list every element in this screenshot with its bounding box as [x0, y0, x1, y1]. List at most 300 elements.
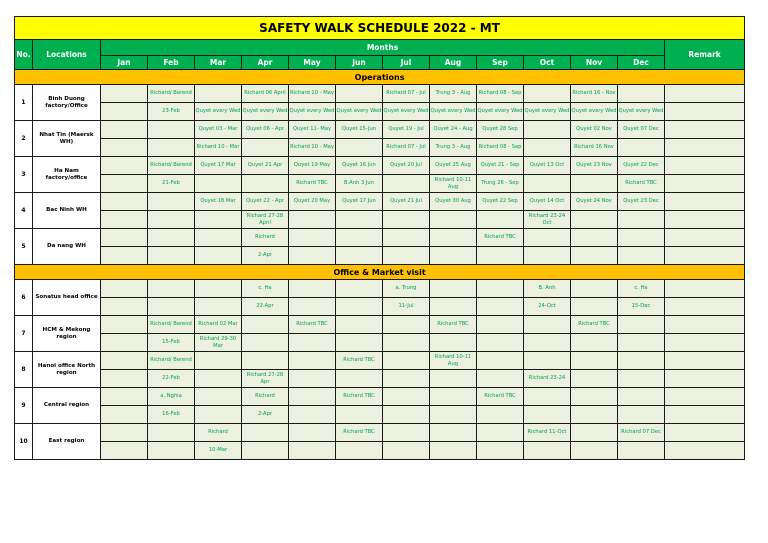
schedule-cell-mar[interactable]: Quyet 03 - Mar — [195, 121, 242, 139]
schedule-cell-dec[interactable] — [618, 442, 665, 460]
schedule-cell-jan[interactable] — [101, 424, 148, 442]
schedule-cell-dec[interactable] — [618, 229, 665, 247]
schedule-cell-sep[interactable] — [477, 370, 524, 388]
schedule-cell-dec[interactable]: 15-Dec — [618, 298, 665, 316]
schedule-cell-sep[interactable]: Richard TBC — [477, 229, 524, 247]
schedule-cell-dec[interactable]: Quyet 22 Dec — [618, 157, 665, 175]
remark-cell[interactable] — [665, 139, 745, 157]
schedule-cell-oct[interactable] — [524, 85, 571, 103]
schedule-cell-aug[interactable] — [430, 247, 477, 265]
remark-cell[interactable] — [665, 175, 745, 193]
schedule-cell-aug[interactable]: Quyet 25 Aug — [430, 157, 477, 175]
schedule-cell-mar[interactable] — [195, 175, 242, 193]
schedule-cell-jun[interactable]: B.Anh 3 Jun — [336, 175, 383, 193]
schedule-cell-oct[interactable]: Quyet every Wed — [524, 103, 571, 121]
schedule-cell-feb[interactable] — [148, 229, 195, 247]
schedule-cell-oct[interactable]: B. Anh — [524, 280, 571, 298]
schedule-cell-mar[interactable] — [195, 298, 242, 316]
month-header-jul: Jul — [383, 56, 430, 70]
table-row — [15, 280, 745, 298]
schedule-cell-oct[interactable] — [524, 334, 571, 352]
schedule-cell-may[interactable]: Richard 10 - May — [289, 85, 336, 103]
schedule-cell-apr[interactable]: 2-Apr — [242, 247, 289, 265]
schedule-cell-feb[interactable]: Richard/ Berend — [148, 157, 195, 175]
schedule-cell-may[interactable] — [289, 406, 336, 424]
schedule-cell-apr[interactable]: Quyet 06 - Apr — [242, 121, 289, 139]
schedule-cell-sep[interactable] — [477, 298, 524, 316]
schedule-cell-mar[interactable]: Quyet 17 Mar — [195, 157, 242, 175]
schedule-cell-dec[interactable]: c. Ha — [618, 280, 665, 298]
schedule-cell-jan[interactable] — [101, 334, 148, 352]
remark-cell[interactable] — [665, 406, 745, 424]
schedule-cell-sep[interactable]: Quyet 21 - Sep — [477, 157, 524, 175]
schedule-cell-dec[interactable] — [618, 370, 665, 388]
schedule-cell-jan[interactable] — [101, 247, 148, 265]
schedule-cell-jul[interactable] — [383, 316, 430, 334]
schedule-cell-nov[interactable] — [571, 298, 618, 316]
schedule-cell-jun[interactable] — [336, 442, 383, 460]
schedule-cell-sep[interactable] — [477, 442, 524, 460]
schedule-cell-sep[interactable] — [477, 316, 524, 334]
schedule-cell-oct[interactable] — [524, 229, 571, 247]
schedule-cell-dec[interactable] — [618, 247, 665, 265]
table-row — [15, 121, 745, 139]
schedule-cell-jul[interactable]: Quyet 21 Jul — [383, 193, 430, 211]
schedule-cell-jul[interactable] — [383, 247, 430, 265]
schedule-cell-feb[interactable] — [148, 247, 195, 265]
location-name: Central region — [33, 388, 101, 424]
schedule-cell-apr[interactable]: Richard 27-28 Apr — [242, 370, 289, 388]
row-number: 5 — [15, 229, 33, 265]
table-row — [15, 193, 745, 211]
schedule-cell-jan[interactable] — [101, 121, 148, 139]
schedule-cell-aug[interactable]: Quyet every Wed — [430, 103, 477, 121]
schedule-cell-oct[interactable] — [524, 121, 571, 139]
schedule-cell-jun[interactable]: Quyet 15-Jun — [336, 121, 383, 139]
schedule-cell-aug[interactable] — [430, 442, 477, 460]
remark-cell[interactable] — [665, 157, 745, 175]
schedule-cell-jun[interactable] — [336, 139, 383, 157]
schedule-cell-may[interactable] — [289, 352, 336, 370]
schedule-cell-jan[interactable] — [101, 280, 148, 298]
remark-cell[interactable] — [665, 121, 745, 139]
schedule-cell-may[interactable] — [289, 388, 336, 406]
schedule-cell-mar[interactable]: Richard 02 Mar — [195, 316, 242, 334]
schedule-cell-jun[interactable] — [336, 211, 383, 229]
schedule-cell-jan[interactable] — [101, 157, 148, 175]
schedule-cell-apr[interactable]: Richard — [242, 388, 289, 406]
schedule-cell-jul[interactable]: Quyet 20 Jul — [383, 157, 430, 175]
schedule-cell-nov[interactable]: Richard TBC — [571, 316, 618, 334]
table-row — [15, 370, 745, 388]
remark-cell[interactable] — [665, 334, 745, 352]
schedule-cell-mar[interactable]: Richard 29-30 Mar — [195, 334, 242, 352]
schedule-cell-jan[interactable] — [101, 352, 148, 370]
remark-cell[interactable] — [665, 352, 745, 370]
schedule-cell-aug[interactable]: Trung 3 - Aug — [430, 139, 477, 157]
schedule-cell-apr[interactable]: Quyet 21 Apr — [242, 157, 289, 175]
schedule-cell-may[interactable] — [289, 298, 336, 316]
schedule-cell-mar[interactable] — [195, 406, 242, 424]
table-row — [15, 139, 745, 157]
schedule-cell-jan[interactable] — [101, 139, 148, 157]
schedule-cell-jun[interactable] — [336, 280, 383, 298]
schedule-cell-nov[interactable] — [571, 424, 618, 442]
schedule-cell-sep[interactable] — [477, 406, 524, 424]
schedule-cell-jul[interactable]: a. Trung — [383, 280, 430, 298]
remark-cell[interactable] — [665, 370, 745, 388]
schedule-cell-mar[interactable]: Richard — [195, 424, 242, 442]
schedule-cell-jun[interactable] — [336, 316, 383, 334]
schedule-cell-oct[interactable]: Richard 23-24 Oct — [524, 211, 571, 229]
schedule-cell-may[interactable] — [289, 247, 336, 265]
schedule-cell-dec[interactable]: Quyet 23 Dec — [618, 193, 665, 211]
schedule-cell-dec[interactable] — [618, 139, 665, 157]
schedule-cell-jun[interactable]: Richard TBC — [336, 352, 383, 370]
schedule-cell-mar[interactable] — [195, 229, 242, 247]
header-remark: Remark — [665, 40, 745, 70]
schedule-cell-feb[interactable] — [148, 139, 195, 157]
row-number: 4 — [15, 193, 33, 229]
schedule-cell-jun[interactable] — [336, 85, 383, 103]
schedule-cell-sep[interactable]: Trung 26 - Sep — [477, 175, 524, 193]
schedule-cell-jul[interactable] — [383, 388, 430, 406]
schedule-cell-jul[interactable] — [383, 406, 430, 424]
schedule-cell-feb[interactable] — [148, 424, 195, 442]
schedule-cell-oct[interactable] — [524, 316, 571, 334]
month-header-may: May — [289, 56, 336, 70]
header-locations: Locations — [33, 40, 101, 70]
schedule-cell-sep[interactable] — [477, 247, 524, 265]
schedule-cell-mar[interactable] — [195, 370, 242, 388]
schedule-cell-sep[interactable]: Quyet 28 Sep — [477, 121, 524, 139]
schedule-cell-aug[interactable]: Richard 10-11 Aug — [430, 352, 477, 370]
schedule-cell-aug[interactable] — [430, 406, 477, 424]
schedule-cell-sep[interactable]: Richard TBC — [477, 388, 524, 406]
schedule-cell-sep[interactable] — [477, 424, 524, 442]
schedule-cell-sep[interactable] — [477, 211, 524, 229]
schedule-cell-aug[interactable] — [430, 334, 477, 352]
schedule-cell-mar[interactable]: Quyet 18 Mar — [195, 193, 242, 211]
schedule-cell-dec[interactable] — [618, 388, 665, 406]
schedule-cell-may[interactable]: Quyet every Wed — [289, 103, 336, 121]
schedule-cell-dec[interactable]: Richard TBC — [618, 175, 665, 193]
schedule-cell-dec[interactable] — [618, 211, 665, 229]
location-name: HCM & Mekong region — [33, 316, 101, 352]
schedule-cell-apr[interactable]: Richard 27-28 April — [242, 211, 289, 229]
schedule-cell-nov[interactable] — [571, 370, 618, 388]
schedule-cell-oct[interactable] — [524, 388, 571, 406]
schedule-cell-feb[interactable]: Richard/ Berend — [148, 352, 195, 370]
schedule-cell-dec[interactable]: Quyet every Wed — [618, 103, 665, 121]
schedule-cell-nov[interactable] — [571, 229, 618, 247]
schedule-cell-nov[interactable] — [571, 388, 618, 406]
header-no: No. — [15, 40, 33, 70]
schedule-cell-feb[interactable]: 15-Feb — [148, 334, 195, 352]
schedule-cell-apr[interactable] — [242, 316, 289, 334]
schedule-cell-oct[interactable] — [524, 352, 571, 370]
schedule-cell-apr[interactable] — [242, 352, 289, 370]
month-header-feb: Feb — [148, 56, 195, 70]
schedule-cell-jun[interactable] — [336, 298, 383, 316]
schedule-cell-nov[interactable] — [571, 334, 618, 352]
schedule-cell-jan[interactable] — [101, 442, 148, 460]
schedule-cell-mar[interactable]: Quyet every Wed — [195, 103, 242, 121]
schedule-cell-sep[interactable] — [477, 334, 524, 352]
schedule-cell-may[interactable] — [289, 424, 336, 442]
table-row — [15, 247, 745, 265]
schedule-cell-oct[interactable] — [524, 442, 571, 460]
schedule-cell-may[interactable]: Richard 10 - May — [289, 139, 336, 157]
schedule-cell-aug[interactable] — [430, 229, 477, 247]
schedule-cell-feb[interactable]: Richard/ Berend — [148, 316, 195, 334]
table-row — [15, 175, 745, 193]
schedule-cell-may[interactable]: Richard TBC — [289, 175, 336, 193]
schedule-cell-feb[interactable] — [148, 298, 195, 316]
schedule-cell-sep[interactable] — [477, 280, 524, 298]
schedule-cell-nov[interactable] — [571, 442, 618, 460]
schedule-cell-sep[interactable]: Quyet every Wed — [477, 103, 524, 121]
schedule-cell-oct[interactable]: Richard 11-Oct — [524, 424, 571, 442]
schedule-cell-jan[interactable] — [101, 388, 148, 406]
schedule-cell-jan[interactable] — [101, 175, 148, 193]
remark-cell[interactable] — [665, 211, 745, 229]
remark-cell[interactable] — [665, 280, 745, 298]
schedule-cell-jun[interactable]: Richard TBC — [336, 388, 383, 406]
row-number: 2 — [15, 121, 33, 157]
schedule-cell-feb[interactable]: Richard/ Berend — [148, 85, 195, 103]
remark-cell[interactable] — [665, 424, 745, 442]
schedule-cell-jun[interactable] — [336, 370, 383, 388]
schedule-cell-aug[interactable] — [430, 298, 477, 316]
schedule-cell-jun[interactable] — [336, 406, 383, 424]
schedule-cell-nov[interactable]: Quyet every Wed — [571, 103, 618, 121]
schedule-cell-aug[interactable]: Quyet 30 Aug — [430, 193, 477, 211]
remark-cell[interactable] — [665, 229, 745, 247]
row-number: 8 — [15, 352, 33, 388]
schedule-cell-aug[interactable] — [430, 211, 477, 229]
schedule-cell-mar[interactable]: Richard 10 - Mar — [195, 139, 242, 157]
table-row — [15, 298, 745, 316]
month-header-dec: Dec — [618, 56, 665, 70]
table-row — [15, 388, 745, 406]
schedule-cell-jul[interactable]: Richard 07 - Jul — [383, 85, 430, 103]
schedule-cell-nov[interactable] — [571, 406, 618, 424]
location-name: Sonatus head office — [33, 280, 101, 316]
schedule-cell-aug[interactable]: Quyet 24 - Aug — [430, 121, 477, 139]
schedule-cell-jan[interactable] — [101, 316, 148, 334]
schedule-cell-dec[interactable] — [618, 334, 665, 352]
schedule-cell-apr[interactable]: 22-Apr — [242, 298, 289, 316]
schedule-cell-jul[interactable]: Quyet every Wed — [383, 103, 430, 121]
schedule-cell-oct[interactable] — [524, 406, 571, 424]
schedule-cell-apr[interactable]: 2-Apr — [242, 406, 289, 424]
schedule-cell-apr[interactable] — [242, 424, 289, 442]
remark-cell[interactable] — [665, 298, 745, 316]
schedule-cell-jul[interactable] — [383, 352, 430, 370]
schedule-cell-aug[interactable]: Richard TBC — [430, 316, 477, 334]
schedule-cell-apr[interactable]: Quyet every Wed — [242, 103, 289, 121]
schedule-cell-jul[interactable] — [383, 229, 430, 247]
schedule-cell-dec[interactable] — [618, 316, 665, 334]
table-row — [15, 442, 745, 460]
schedule-cell-nov[interactable]: Quyet 02 Nov — [571, 121, 618, 139]
schedule-cell-mar[interactable] — [195, 388, 242, 406]
schedule-cell-oct[interactable] — [524, 247, 571, 265]
schedule-cell-may[interactable] — [289, 370, 336, 388]
schedule-cell-feb[interactable]: 16-Feb — [148, 406, 195, 424]
schedule-cell-nov[interactable] — [571, 247, 618, 265]
schedule-cell-apr[interactable]: Richard — [242, 229, 289, 247]
schedule-cell-feb[interactable]: 21-Feb — [148, 175, 195, 193]
schedule-cell-jul[interactable]: 11-Jul — [383, 298, 430, 316]
schedule-cell-jun[interactable] — [336, 334, 383, 352]
schedule-cell-sep[interactable]: Quyet 22 Sep — [477, 193, 524, 211]
month-header-jun: Jun — [336, 56, 383, 70]
schedule-cell-jan[interactable] — [101, 103, 148, 121]
schedule-cell-oct[interactable]: 24-Oct — [524, 298, 571, 316]
schedule-cell-dec[interactable]: Richard 07 Dec — [618, 424, 665, 442]
schedule-cell-aug[interactable] — [430, 388, 477, 406]
schedule-cell-jul[interactable] — [383, 424, 430, 442]
schedule-cell-sep[interactable] — [477, 352, 524, 370]
schedule-cell-apr[interactable]: c. Ha — [242, 280, 289, 298]
schedule-cell-dec[interactable] — [618, 85, 665, 103]
schedule-cell-jun[interactable]: Quyet every Wed — [336, 103, 383, 121]
schedule-cell-jun[interactable] — [336, 229, 383, 247]
table-row — [15, 316, 745, 334]
schedule-cell-jul[interactable] — [383, 175, 430, 193]
schedule-cell-aug[interactable]: Trung 3 - Aug — [430, 85, 477, 103]
schedule-cell-may[interactable] — [289, 280, 336, 298]
row-number: 10 — [15, 424, 33, 460]
remark-cell[interactable] — [665, 247, 745, 265]
location-name: Bac Ninh WH — [33, 193, 101, 229]
schedule-cell-jan[interactable] — [101, 229, 148, 247]
month-header-apr: Apr — [242, 56, 289, 70]
schedule-cell-may[interactable]: Quyet 19 May — [289, 157, 336, 175]
row-number: 3 — [15, 157, 33, 193]
schedule-cell-sep[interactable]: Richard 08 - Sep — [477, 85, 524, 103]
schedule-cell-may[interactable] — [289, 211, 336, 229]
schedule-cell-mar[interactable]: 10-Mar — [195, 442, 242, 460]
schedule-cell-jan[interactable] — [101, 370, 148, 388]
schedule-cell-feb[interactable]: 23-Feb — [148, 103, 195, 121]
schedule-cell-oct[interactable]: Quyet 13 Oct — [524, 157, 571, 175]
row-number: 7 — [15, 316, 33, 352]
schedule-cell-jun[interactable]: Quyet 16 Jun — [336, 157, 383, 175]
schedule-cell-nov[interactable]: Quyet 24 Nov — [571, 193, 618, 211]
schedule-cell-mar[interactable] — [195, 85, 242, 103]
schedule-cell-feb[interactable] — [148, 121, 195, 139]
schedule-cell-dec[interactable] — [618, 352, 665, 370]
remark-cell[interactable] — [665, 103, 745, 121]
schedule-cell-jul[interactable]: Quyet 19 - Jul — [383, 121, 430, 139]
header-months: Months — [101, 40, 665, 56]
schedule-cell-oct[interactable] — [524, 175, 571, 193]
table-row — [15, 85, 745, 103]
schedule-cell-mar[interactable] — [195, 352, 242, 370]
schedule-cell-nov[interactable] — [571, 211, 618, 229]
schedule-cell-mar[interactable] — [195, 211, 242, 229]
schedule-cell-jan[interactable] — [101, 406, 148, 424]
remark-cell[interactable] — [665, 442, 745, 460]
schedule-cell-apr[interactable] — [242, 175, 289, 193]
schedule-cell-jul[interactable]: Richard 07 - Jul — [383, 139, 430, 157]
schedule-cell-jun[interactable]: Quyet 17 Jun — [336, 193, 383, 211]
schedule-cell-nov[interactable]: Richard 16 Nov — [571, 139, 618, 157]
schedule-cell-oct[interactable]: Quyet 14 Oct — [524, 193, 571, 211]
schedule-cell-apr[interactable] — [242, 139, 289, 157]
remark-cell[interactable] — [665, 388, 745, 406]
schedule-cell-may[interactable]: Quyet 11- May — [289, 121, 336, 139]
schedule-cell-aug[interactable]: Richard 10-11 Aug — [430, 175, 477, 193]
schedule-cell-nov[interactable]: Quyet 23 Nov — [571, 157, 618, 175]
row-number: 6 — [15, 280, 33, 316]
schedule-cell-sep[interactable]: Richard 08 - Sep — [477, 139, 524, 157]
schedule-cell-feb[interactable] — [148, 280, 195, 298]
remark-cell[interactable] — [665, 193, 745, 211]
sheet-title: SAFETY WALK SCHEDULE 2022 - MT — [15, 17, 745, 40]
remark-cell[interactable] — [665, 85, 745, 103]
schedule-cell-may[interactable] — [289, 442, 336, 460]
schedule-cell-oct[interactable]: Richard 23-24 — [524, 370, 571, 388]
location-name: Ha Nam factory/office — [33, 157, 101, 193]
remark-cell[interactable] — [665, 316, 745, 334]
schedule-cell-jan[interactable] — [101, 193, 148, 211]
schedule-cell-jun[interactable] — [336, 247, 383, 265]
schedule-cell-nov[interactable] — [571, 352, 618, 370]
schedule-cell-apr[interactable] — [242, 334, 289, 352]
schedule-cell-nov[interactable]: Richard 16 - Nov — [571, 85, 618, 103]
schedule-cell-dec[interactable]: Quyet 07 Dec — [618, 121, 665, 139]
schedule-cell-nov[interactable] — [571, 280, 618, 298]
schedule-cell-may[interactable]: Richard TBC — [289, 316, 336, 334]
schedule-cell-feb[interactable] — [148, 442, 195, 460]
schedule-cell-feb[interactable] — [148, 193, 195, 211]
schedule-cell-may[interactable]: Quyet 20 May — [289, 193, 336, 211]
schedule-cell-jul[interactable] — [383, 334, 430, 352]
schedule-cell-jun[interactable]: Richard TBC — [336, 424, 383, 442]
schedule-cell-jul[interactable] — [383, 211, 430, 229]
schedule-cell-may[interactable] — [289, 334, 336, 352]
schedule-cell-dec[interactable] — [618, 406, 665, 424]
table-row — [15, 103, 745, 121]
schedule-cell-jan[interactable] — [101, 298, 148, 316]
schedule-cell-feb[interactable]: 22-Feb — [148, 370, 195, 388]
schedule-cell-apr[interactable]: Richard 06 April — [242, 85, 289, 103]
schedule-cell-apr[interactable]: Quyet 22 - Apr — [242, 193, 289, 211]
schedule-cell-apr[interactable] — [242, 442, 289, 460]
schedule-cell-mar[interactable] — [195, 280, 242, 298]
schedule-cell-mar[interactable] — [195, 247, 242, 265]
schedule-cell-aug[interactable] — [430, 370, 477, 388]
schedule-cell-feb[interactable]: a. Nghia — [148, 388, 195, 406]
schedule-cell-oct[interactable] — [524, 139, 571, 157]
schedule-cell-feb[interactable] — [148, 211, 195, 229]
schedule-cell-jul[interactable] — [383, 442, 430, 460]
schedule-cell-aug[interactable] — [430, 424, 477, 442]
schedule-cell-jul[interactable] — [383, 370, 430, 388]
table-row — [15, 157, 745, 175]
schedule-cell-aug[interactable] — [430, 280, 477, 298]
schedule-cell-jan[interactable] — [101, 85, 148, 103]
schedule-cell-jan[interactable] — [101, 211, 148, 229]
schedule-cell-may[interactable] — [289, 229, 336, 247]
schedule-cell-nov[interactable] — [571, 175, 618, 193]
location-name: Nhat Tin (Maersk WH) — [33, 121, 101, 157]
location-name: Da nang WH — [33, 229, 101, 265]
